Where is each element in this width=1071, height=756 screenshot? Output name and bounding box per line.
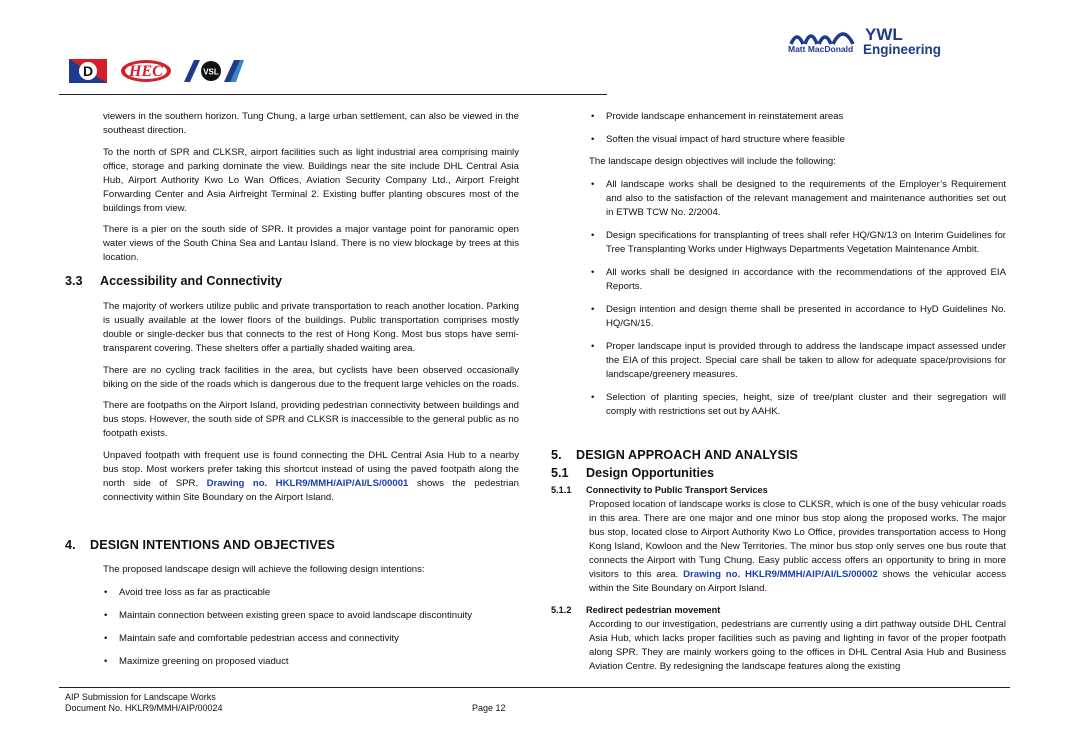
list-item-text: Maintain safe and comfortable pedestrian access and connectivity: [119, 632, 399, 644]
list-item: [590, 178, 1006, 220]
section-title: DESIGN APPROACH AND ANALYSIS: [576, 447, 799, 462]
paragraph: There are no cycling track facilities in the area, but cyclists have been observed occasionally biking on the side of the roads which is dangerous due to the frequent large vehicles on the roads.: [103, 364, 519, 390]
section-heading-3-3: [65, 274, 519, 288]
drawing-reference-link[interactable]: Drawing no. HKLR9/MMH/AIP/AI/LS/00002: [683, 568, 878, 580]
section-heading-5-1-1: [551, 485, 1006, 495]
paragraph: There is a pier on the south side of SPR. It provides a major vantage point for panoramic open water views of the South China Sea and Lantau Island. There is no view blockage by trees at this location.: [103, 224, 519, 263]
mott-macdonald-ywl-logo: [785, 18, 965, 60]
engineering-text: Engineering: [863, 42, 942, 57]
paragraph: According to our investigation, pedestrians are currently using a dirt pathway outside DHL Central Asia Hub, which lacks proper facilities such as paving and lighting in favor of the proper footpath along SPR. They are mainly workers going to the offices in DHL Central Asia Hub and Business Aviation Centre. By redesigning the landscape features along the existing: [589, 618, 1006, 672]
section-heading-5-1-2: [551, 605, 1006, 615]
section-number: 4.: [65, 537, 76, 552]
paragraph: [551, 498, 1006, 596]
objectives-list-b: [551, 178, 1006, 419]
header-rule: [59, 94, 607, 95]
objectives-list-a: [551, 110, 1006, 147]
bullet-icon: •: [591, 178, 595, 190]
list-item-text: Selection of planting species, height, size of tree/plant cluster and their segregation will comply with restrictions set out by AAHK.: [606, 391, 1006, 417]
footer-document-number: Document No. HKLR9/MMH/AIP/00024: [65, 703, 223, 713]
chec-logo: [120, 59, 172, 83]
list-item-text: Maximize greening on proposed viaduct: [119, 655, 289, 667]
list-item-text: All works shall be designed in accordance with the recommendations of the approved EIA Reports.: [606, 266, 1006, 292]
list-item-text: Proper landscape input is provided through to address the landscape impact assessed under the EIA of this project. Special care shall be taken to allow for adequate space/provisions for landscape/greenery measures.: [606, 340, 1006, 380]
list-item-text: Soften the visual impact of hard structure where feasible: [606, 133, 845, 145]
section-number: 5.: [551, 447, 562, 462]
list-item: [590, 303, 1006, 331]
paragraph: viewers in the southern horizon. Tung Chung, a large urban settlement, can also be viewed in the southeast direction.: [103, 111, 519, 136]
section-title: Design Opportunities: [586, 465, 715, 480]
dragages-logo: [69, 59, 107, 83]
svg-text:D: D: [82, 63, 94, 79]
bullet-icon: •: [591, 340, 595, 352]
section-number: 5.1.2: [551, 604, 572, 615]
section-title: DESIGN INTENTIONS AND OBJECTIVES: [90, 537, 335, 552]
vsl-logo: [180, 60, 244, 82]
section-number: 5.1.1: [551, 484, 572, 495]
list-item: [590, 266, 1006, 294]
bullet-icon: •: [591, 303, 595, 315]
bullet-icon: •: [104, 586, 108, 598]
vsl-logo-text: VSL: [203, 67, 219, 77]
list-item: [590, 229, 1006, 257]
paragraph: To the north of SPR and CLKSR, airport facilities such as light industrial area comprising mainly office, storage and parking dominate the view. Buildings near the site include DHL Central Asia Hub, Airport Authority Kwo Lo Wan Offices, Aviation Security Company Ltd., Airport Freight Forwarding Center and Asia Airfreight Terminal 2. Existing buffer planting obscures most of the buildings from view.: [103, 146, 519, 214]
paragraph: The proposed landscape design will achieve the following design intentions:: [103, 563, 425, 575]
section-heading-5-1: [551, 466, 1006, 480]
bullet-icon: •: [104, 609, 108, 621]
paragraph-text: shows the vehicular access within the Site Boundary on Airport Island.: [589, 568, 1006, 594]
list-item: [590, 340, 1006, 382]
bullet-icon: •: [591, 111, 595, 122]
footer-submission: AIP Submission for Landscape Works: [65, 692, 216, 702]
page-number: Page 12: [472, 703, 506, 713]
bullet-icon: •: [591, 391, 595, 403]
list-item-text: Avoid tree loss as far as practicable: [119, 586, 271, 598]
section-title: Accessibility and Connectivity: [100, 274, 282, 288]
list-item-text: All landscape works shall be designed to the requirements of the Employer’s Requirement and also to the satisfaction of the relevant management and maintenance authorities set out in ETWB TCW No. 2/2004.: [606, 178, 1006, 218]
section-title: Connectivity to Public Transport Services: [586, 484, 768, 495]
section-number: 5.1: [551, 465, 569, 480]
list-item: [65, 586, 519, 600]
paragraph-text: Proposed location of landscape works is close to CLKSR, which is one of the busy vehicular roads in this area. There are one major and one minor bus stop along the proposed works. The major bus stop, located close to Airport Authority Kwo Lo Office, provides transportation access to Hong Kong Island, Kowloon and the New Territories. The minor bus stop only serves one bus route that connects the Airport with Tung Chung. Easy public access offers an opportunity to bring in more visitors to this area.: [589, 498, 1007, 580]
list-item: [590, 133, 1006, 147]
list-item: [65, 632, 519, 646]
bullet-icon: •: [591, 133, 595, 145]
list-item: [590, 391, 1006, 419]
bullet-icon: •: [591, 229, 595, 241]
paragraph: The majority of workers utilize public and private transportation to reach another location. Parking is usually available at the lower floors of the buildings. Public transportation comprises mostly double or single-decker bus that connects to the rest of Hong Kong. Most bus stops have semi-transparent covering. These shelters offer a partially shaded waiting area.: [103, 301, 519, 354]
drawing-reference-link[interactable]: Drawing no. HKLR9/MMH/AIP/AI/LS/00001: [206, 477, 409, 489]
bullet-icon: •: [104, 632, 108, 644]
footer-rule: [59, 687, 1010, 688]
list-item: [65, 609, 519, 623]
list-item: [590, 110, 1006, 124]
paragraph: [65, 449, 519, 505]
paragraph-text: Unpaved footpath with frequent use is found connecting the DHL Central Asia Hub to a nearby bus stop. Most workers prefer taking this shortcut instead of using the paved footpath along the north side of SPR.: [103, 449, 519, 489]
paragraph: The landscape design objectives will include the following:: [589, 156, 836, 167]
mott-macdonald-text: Matt MacDonald: [788, 44, 854, 54]
paragraph: There are footpaths on the Airport Island, providing pedestrian connectivity between buildings and bus stops. However, the south side of SPR and CLKSR is inaccessible to the general public as no footpath exists.: [103, 400, 519, 439]
list-item: [65, 655, 519, 669]
list-item-text: Design specifications for transplanting of trees shall refer HQ/GN/13 on Interim Guidelines for Tree Transplanting Works under Highways Departments Vegetation Maintenance Ambit.: [606, 229, 1006, 255]
design-intentions-list: [65, 586, 519, 669]
bullet-icon: •: [104, 655, 108, 667]
list-item-text: Maintain connection between existing green space to avoid landscape discontinuity: [119, 609, 473, 621]
section-number: 3.3: [65, 274, 83, 288]
section-heading-4: [65, 538, 519, 552]
chec-logo-text: HEC: [129, 63, 163, 80]
list-item-text: Provide landscape enhancement in reinstatement areas: [606, 111, 844, 122]
list-item-text: Design intention and design theme shall be presented in accordance to HyD Guidelines No. HQ/GN/15.: [606, 303, 1006, 329]
section-title: Redirect pedestrian movement: [586, 604, 721, 615]
section-heading-5: [551, 448, 1006, 462]
right-column: [551, 110, 1006, 674]
ywl-text: YWL: [865, 25, 903, 44]
paragraph-text: shows the pedestrian connectivity within Site Boundary on the Airport Island.: [103, 477, 519, 503]
left-column: [65, 110, 519, 669]
bullet-icon: •: [591, 266, 595, 278]
